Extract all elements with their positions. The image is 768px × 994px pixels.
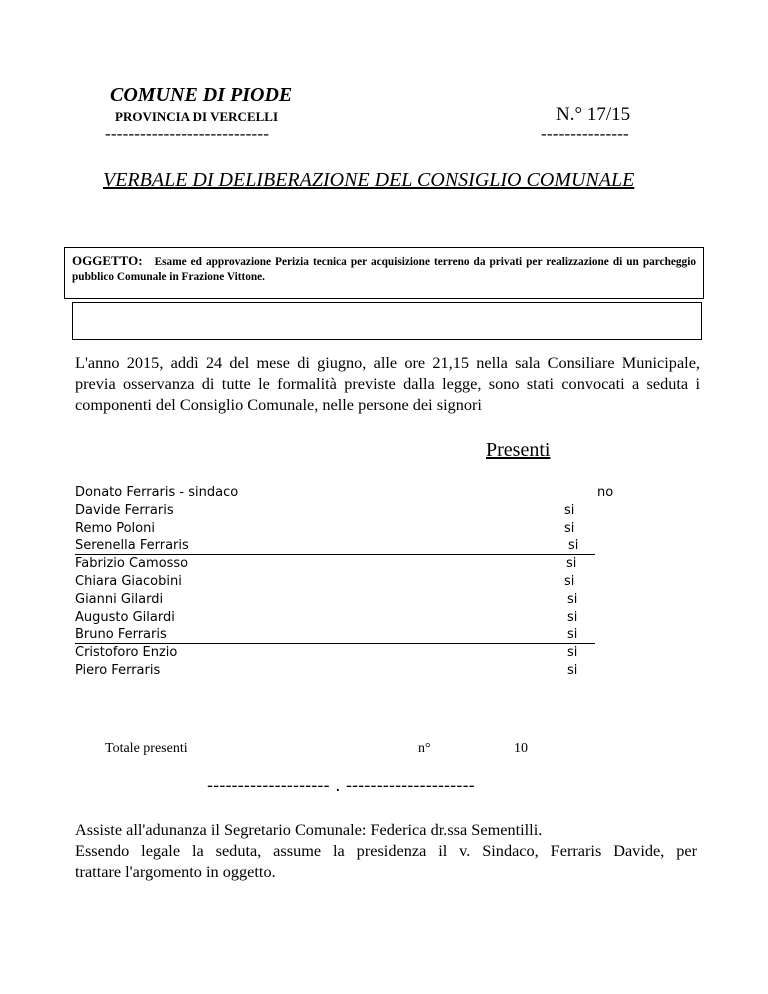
presenti-heading: Presenti — [486, 439, 551, 461]
member-row — [75, 662, 595, 680]
member-row — [75, 644, 595, 662]
member-row — [75, 537, 595, 555]
member-name: Augusto Gilardi — [75, 609, 175, 625]
document-number: N.° 17/15 — [556, 104, 631, 125]
header-divider-left: ---------------------------- — [105, 124, 270, 143]
document-title: VERBALE DI DELIBERAZIONE DEL CONSIGLIO COMUNALE — [103, 169, 635, 191]
member-presence: si — [567, 645, 578, 661]
member-row — [75, 591, 595, 609]
member-presence: si — [567, 591, 578, 607]
member-presence: si — [564, 573, 575, 589]
member-name: Serenella Ferraris — [75, 538, 189, 554]
member-presence: si — [568, 538, 579, 554]
member-name: Fabrizio Camosso — [75, 556, 189, 572]
totale-n-symbol: n° — [418, 741, 431, 756]
member-name: Donato Ferraris - sindaco — [75, 485, 239, 500]
member-name: Davide Ferraris — [75, 502, 174, 518]
empty-box — [72, 302, 702, 340]
member-presence: si — [564, 520, 575, 536]
comune-heading: COMUNE DI PIODE — [110, 84, 293, 106]
closing-paragraph — [75, 819, 697, 882]
member-row — [75, 555, 595, 573]
member-row — [75, 484, 614, 502]
closing-line-3: trattare l'argomento in oggetto. — [75, 862, 276, 881]
member-presence: si — [566, 556, 577, 572]
member-name: Bruno Ferraris — [75, 627, 167, 643]
member-name: Cristoforo Enzio — [75, 645, 178, 661]
member-name: Remo Poloni — [75, 520, 155, 536]
member-row — [75, 520, 595, 538]
member-name: Piero Ferraris — [75, 662, 161, 678]
member-row — [75, 609, 595, 627]
header-divider-right: --------------- — [541, 124, 629, 143]
provincia-heading: PROVINCIA DI VERCELLI — [115, 109, 279, 124]
member-name: Chiara Giacobini — [75, 573, 182, 589]
closing-line-2: Essendo legale la seduta, assume la presidenza il v. Sindaco, Ferraris Davide, per — [75, 841, 697, 860]
totale-label: Totale presenti — [105, 741, 188, 756]
member-presence: no — [597, 485, 614, 500]
member-presence: si — [567, 627, 578, 643]
member-row — [75, 573, 595, 591]
member-name: Gianni Gilardi — [75, 591, 164, 607]
member-presence: si — [567, 662, 578, 678]
intro-paragraph: L'anno 2015, addì 24 del mese di giugno, alle ore 21,15 nella sala Consiliare Municipale, previa osservanza di tutte le formalità previste dalla legge, sono stati convocati a seduta i componenti del Consiglio Comunale, nelle persone dei signori — [75, 353, 700, 414]
oggetto-label: OGGETTO: — [72, 253, 143, 268]
members-list — [75, 484, 614, 680]
totale-value: 10 — [514, 741, 528, 756]
oggetto-box — [64, 247, 704, 299]
oggetto-content — [72, 253, 696, 285]
member-presence: si — [564, 502, 575, 518]
member-row — [75, 626, 595, 644]
closing-line-1: Assiste all'adunanza il Segretario Comunale: Federica dr.ssa Sementilli. — [75, 820, 543, 839]
member-row — [75, 502, 595, 520]
separator-line: -------------------- . --------------------- — [207, 776, 475, 796]
member-presence: si — [567, 609, 578, 625]
oggetto-text: Esame ed approvazione Perizia tecnica per acquisizione terreno da privati per realizzazione di un parcheggio pubblico Comunale in Frazione Vittone. — [72, 256, 696, 283]
